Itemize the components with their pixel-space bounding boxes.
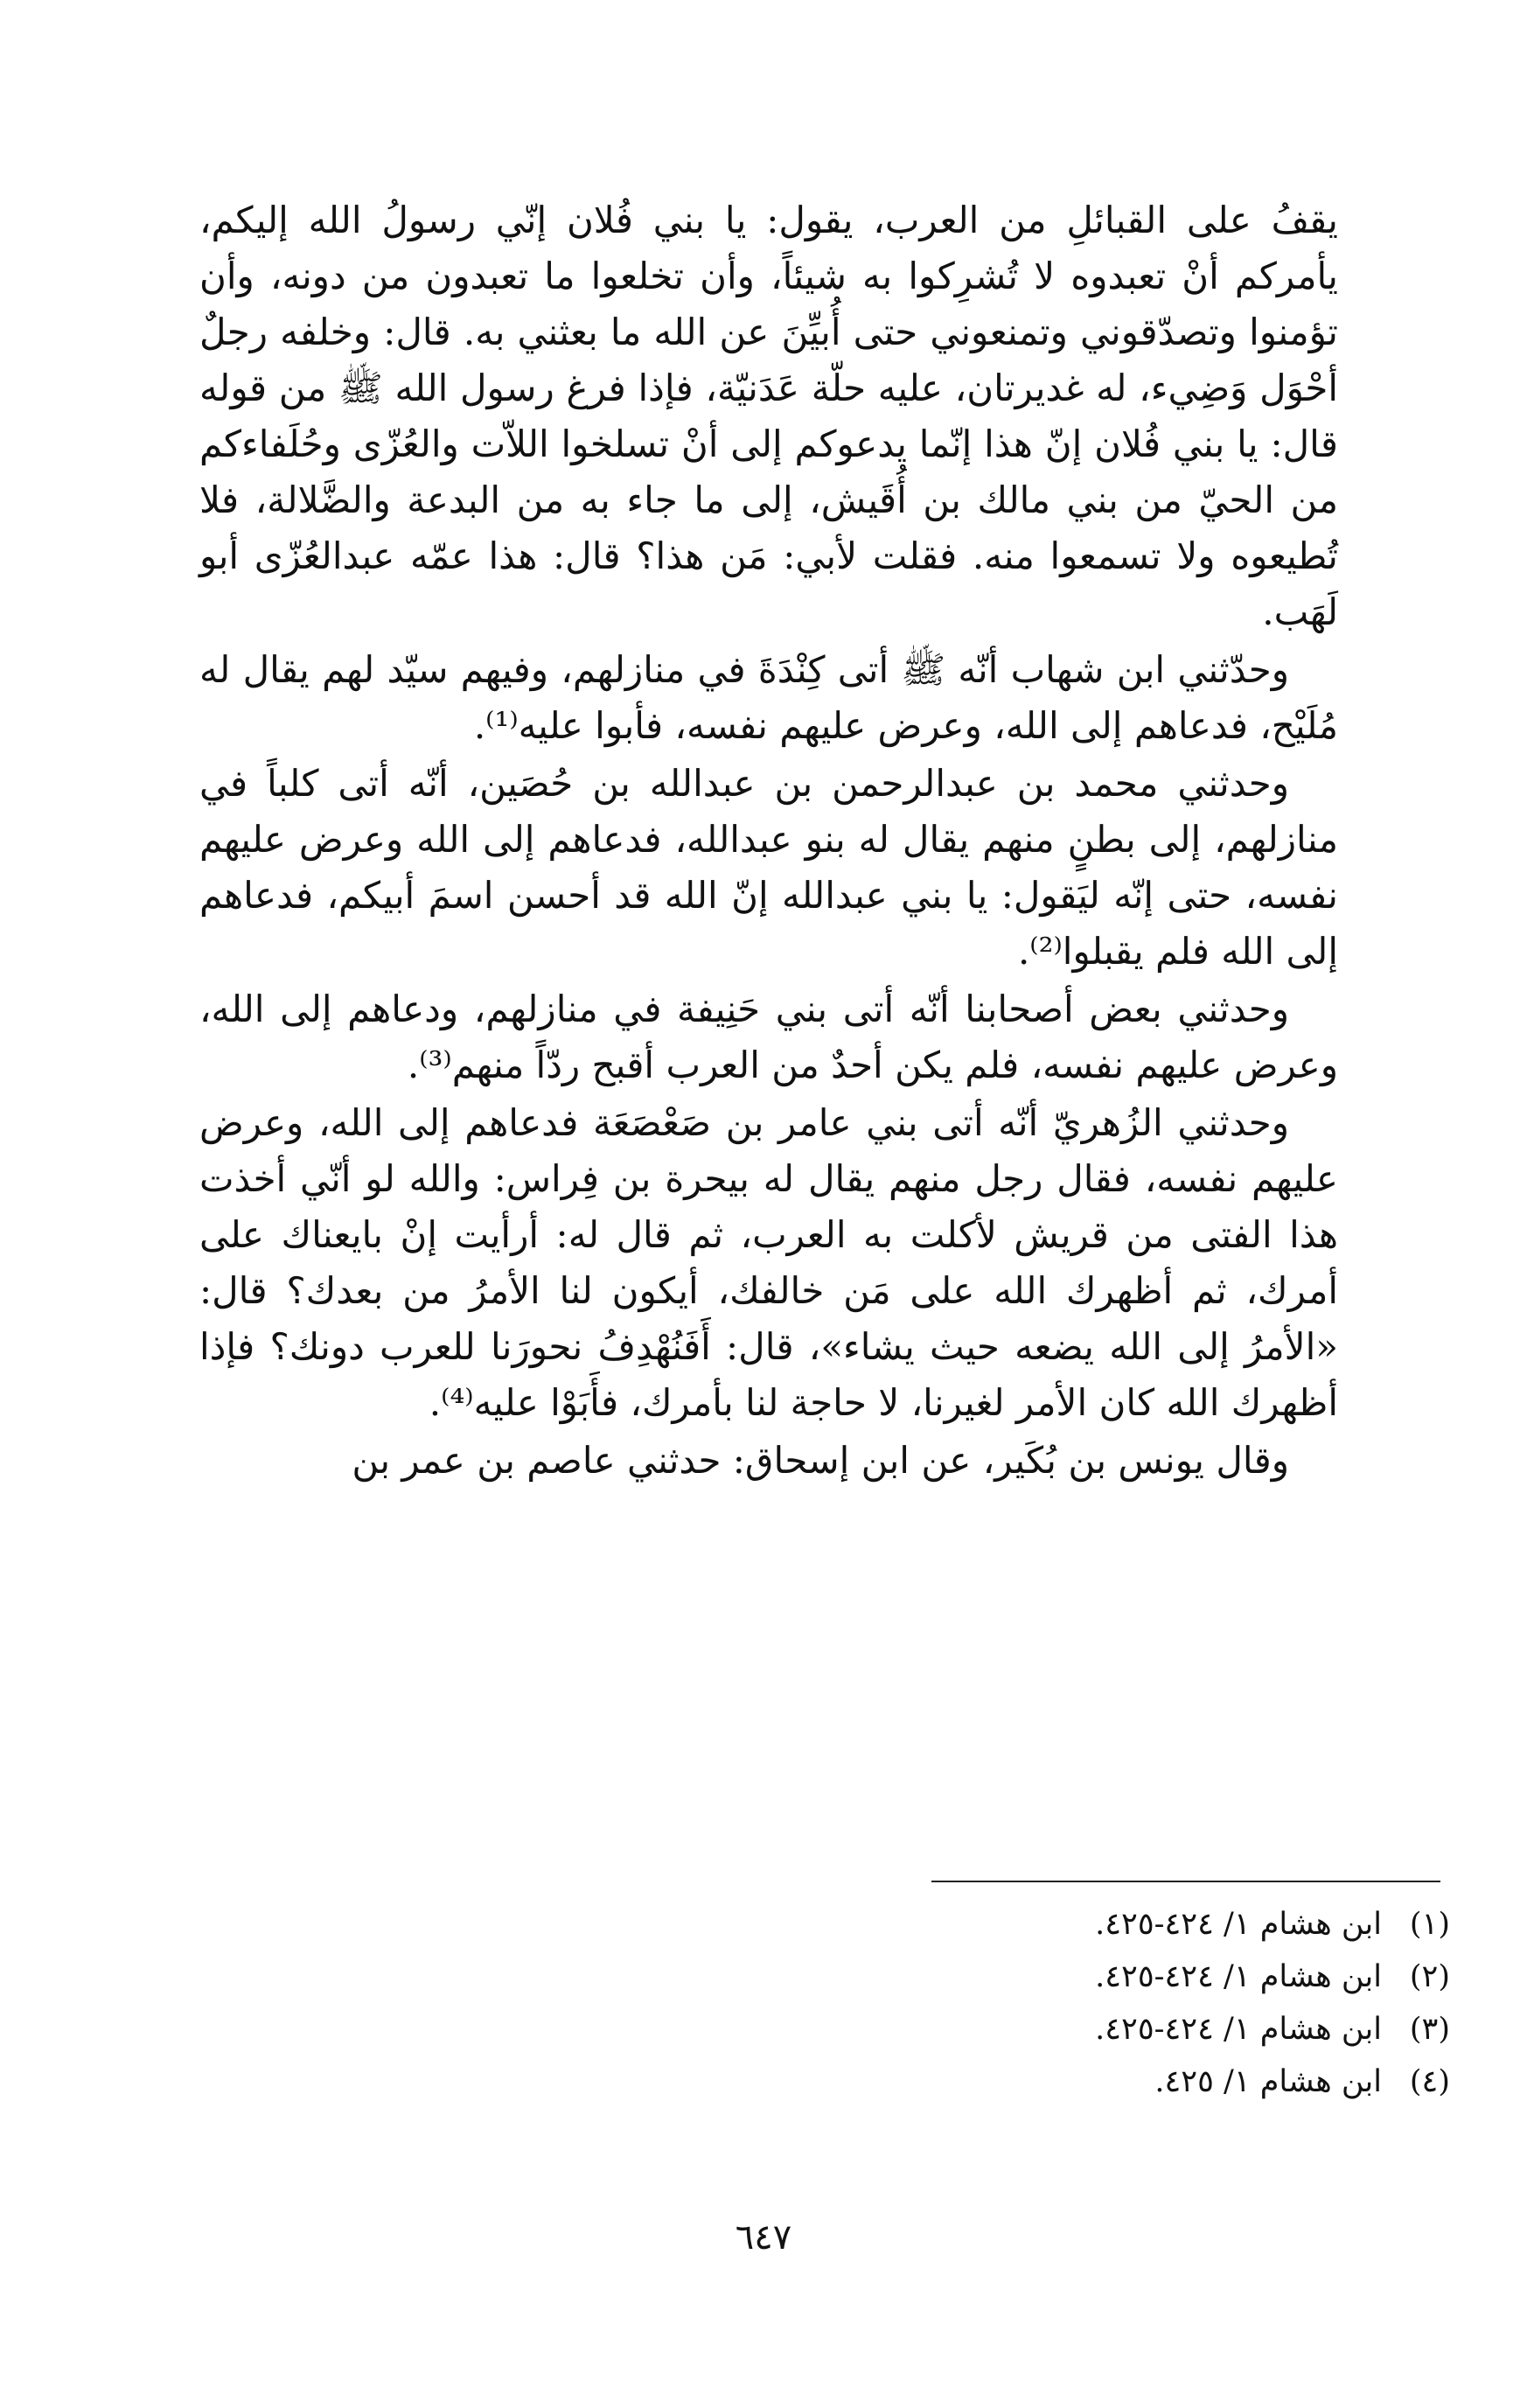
footnote-text: ابن هشام ١/ ٤٢٤-٤٢٥.	[1095, 1959, 1382, 1994]
main-text	[199, 192, 1338, 1490]
footnote-number: (١)	[1409, 1907, 1450, 1942]
paragraph: وحدثني الزُهريّ أنّه أتى بني عامر بن صَعْصَعَة فدعاهم إلى الله، وعرض عليهم نفسه، فقال رجل منهم يقال له بيحرة بن فِراس: والله لو أنّي أخذت هذا الفتى من قريش لأكلت به العرب، ثم قال له: أرأيت إنْ بايعناك على أمرك، ثم أظهرك الله على مَن خالفك، أيكون لنا الأمرُ من بعدك؟ قال: «الأمرُ إلى الله يضعه حيث يشاء»، قال: أَفَنُهْدِفُ نحورَنا للعرب دونك؟ فإذا أظهرك الله كان الأمر لغيرنا، لا حاجة لنا بأمرك، فأَبَوْا عليه⁽⁴⁾.	[199, 1101, 1338, 1424]
page-number: ٦٤٧	[735, 2217, 792, 2258]
footnote-text: ابن هشام ١/ ٤٢٤-٤٢٥.	[1095, 2012, 1382, 2047]
footnote-item	[890, 1951, 1450, 2003]
footnote-item	[890, 2056, 1450, 2108]
paragraph: وقال يونس بن بُكَير، عن ابن إسحاق: حدثني عاصم بن عمر بن	[352, 1439, 1289, 1482]
paragraph: وحدثني بعض أصحابنا أنّه أتى بني حَنِيفة في منازلهم، ودعاهم إلى الله، وعرض عليهم نفسه، فلم يكن أحدٌ من العرب أقبح ردّاً منهم⁽³⁾.	[199, 988, 1338, 1086]
footnote-number: (٤)	[1409, 2064, 1450, 2099]
paragraph: وحدثني محمد بن عبدالرحمن بن عبدالله بن حُصَين، أنّه أتى كلباً في منازلهم، إلى بطنٍ منهم يقال له بنو عبدالله، فدعاهم إلى الله وعرض عليهم نفسه، حتى إنّه ليَقول: يا بني عبدالله إنّ الله قد أحسن اسمَ أبيكم، فدعاهم إلى الله فلم يقبلوا⁽²⁾.	[199, 762, 1338, 973]
paragraph: يقفُ على القبائلِ من العرب، يقول: يا بني فُلان إنّي رسولُ الله إليكم، يأمركم أنْ تعبدوه لا تُشرِكوا به شيئاً، وأن تخلعوا ما تعبدون من دونه، وأن تؤمنوا وتصدّقوني وتمنعوني حتى أُبيِّنَ عن الله ما بعثني به. قال: وخلفه رجلٌ أحْوَل وَضِيء، له غديرتان، عليه حلّة عَدَنيّة، فإذا فرغ رسول الله ﷺ من قوله قال: يا بني فُلان إنّ هذا إنّما يدعوكم إلى أنْ تسلخوا اللاّت والعُزّى وحُلَفاءكم من الحيّ من بني مالك بن أُقَيش، إلى ما جاء به من البدعة والضَّلالة، فلا تُطيعوه ولا تسمعوا منه. فقلت لأبي: مَن هذا؟ قال: هذا عمّه عبدالعُزّى أبو لَهَب.	[199, 199, 1338, 633]
footnote-text: ابن هشام ١/ ٤٢٤-٤٢٥.	[1095, 1907, 1382, 1942]
footnote-item	[890, 1898, 1450, 1951]
footnotes	[890, 1898, 1450, 2108]
footnote-number: (٣)	[1409, 2012, 1450, 2047]
footnote-item	[890, 2003, 1450, 2056]
paragraph: وحدّثني ابن شهاب أنّه ﷺ أتى كِنْدَةَ في منازلهم، وفيهم سيّد لهم يقال له مُلَيْح، فدعاهم إلى الله، وعرض عليهم نفسه، فأبوا عليه⁽¹⁾.	[199, 648, 1338, 747]
footnote-divider	[931, 1881, 1440, 1882]
footnote-text: ابن هشام ١/ ٤٢٥.	[1154, 2064, 1382, 2099]
footnote-number: (٢)	[1409, 1959, 1450, 1994]
